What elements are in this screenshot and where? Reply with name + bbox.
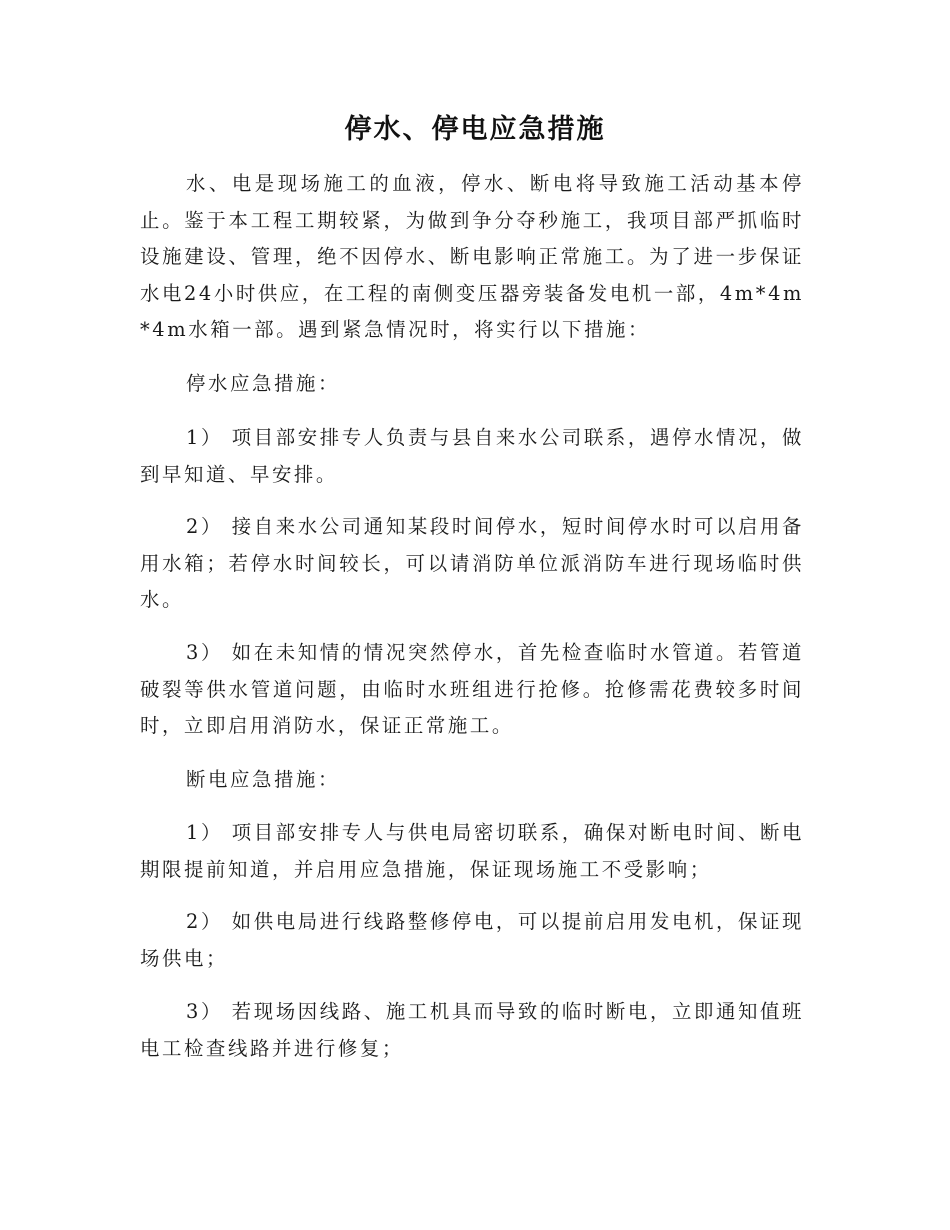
water-item-1: 1） 项目部安排专人负责与县自来水公司联系，遇停水情况，做到早知道、早安排。 [140,426,804,486]
power-item-3: 3） 若现场因线路、施工机具而导致的临时断电，立即通知值班电工检查线路并进行修复； [140,1000,804,1060]
intro-paragraph: 水、电是现场施工的血液，停水、断电将导致施工活动基本停止。鉴于本工程工期较紧，为做到争分夺秒施工，我项目部严抓临时设施建设、管理，绝不因停水、断电影响正常施工。为了进一步保证水电24小时供应，在工程的南侧变压器旁装备发电机一部，4m*4m*4m水箱一部。遇到紧急情况时，将实行以下措施： [140,172,804,341]
water-section-heading: 停水应急措施： [186,372,340,395]
power-item-2: 2） 如供电局进行线路整修停电，可以提前启用发电机，保证现场供电； [140,910,804,970]
document-title: 停水、停电应急措施 [344,114,606,145]
water-item-3: 3） 如在未知情的情况突然停水，首先检查临时水管道。若管道破裂等供水管道问题，由临时水班组进行抢修。抢修需花费较多时间时，立即启用消防水，保证正常施工。 [140,641,804,737]
water-item-2: 2） 接自来水公司通知某段时间停水，短时间停水时可以启用备用水箱；若停水时间较长，可以请消防单位派消防车进行现场临时供水。 [140,515,804,611]
power-item-1: 1） 项目部安排专人与供电局密切联系，确保对断电时间、断电期限提前知道，并启用应急措施，保证现场施工不受影响； [140,821,804,881]
power-section-heading: 断电应急措施： [186,768,340,791]
